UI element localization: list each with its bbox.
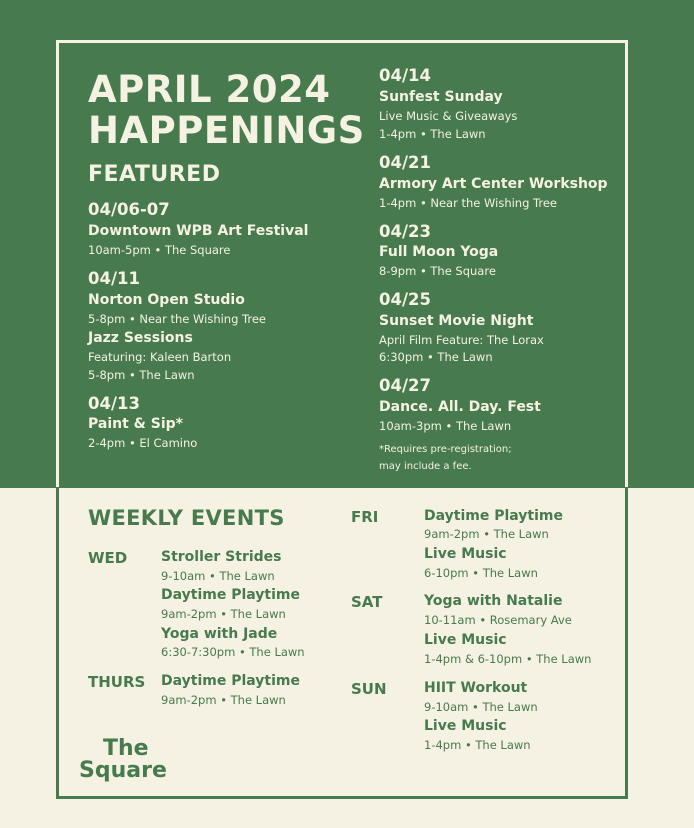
event-details: 1-4pm • Near the Wishing Tree bbox=[379, 196, 558, 210]
weekly-event-details: 1-4pm • The Lawn bbox=[424, 738, 531, 752]
the-square-logo bbox=[79, 738, 167, 782]
weekly-event-name: Daytime Playtime bbox=[161, 587, 300, 603]
weekly-event-name: HIIT Workout bbox=[424, 680, 528, 696]
event-name: Sunfest Sunday bbox=[379, 89, 503, 105]
event-name: Norton Open Studio bbox=[88, 292, 245, 308]
event-name: Jazz Sessions bbox=[88, 330, 193, 346]
weekly-event-name: Daytime Playtime bbox=[161, 673, 300, 689]
event-details: April Film Feature: The Lorax bbox=[379, 333, 544, 347]
logo-line-2: Square bbox=[79, 758, 167, 783]
weekly-event-details: 6:30-7:30pm • The Lawn bbox=[161, 645, 305, 659]
weekly-event-details: 9-10am • The Lawn bbox=[161, 569, 275, 583]
weekly-event-details: 9am-2pm • The Lawn bbox=[161, 607, 286, 621]
event-date: 04/06-07 bbox=[88, 200, 170, 219]
event-date: 04/14 bbox=[379, 66, 431, 85]
weekly-event-details: 1-4pm & 6-10pm • The Lawn bbox=[424, 652, 592, 666]
event-name: Downtown WPB Art Festival bbox=[88, 223, 309, 239]
page-title bbox=[88, 69, 365, 151]
weekly-event-details: 6-10pm • The Lawn bbox=[424, 566, 538, 580]
footnote bbox=[379, 441, 512, 475]
day-label-sun: SUN bbox=[351, 680, 387, 698]
weekly-event-details: 10-11am • Rosemary Ave bbox=[424, 613, 572, 627]
logo-line-1: The bbox=[103, 736, 149, 761]
event-name: Sunset Movie Night bbox=[379, 313, 534, 329]
footnote-line-2: may include a fee. bbox=[379, 461, 472, 472]
event-details: 2-4pm • El Camino bbox=[88, 436, 198, 450]
event-date: 04/21 bbox=[379, 153, 431, 172]
weekly-event-name: Yoga with Natalie bbox=[424, 593, 563, 609]
event-date: 04/11 bbox=[88, 269, 140, 288]
title-line-2: HAPPENINGS bbox=[88, 109, 365, 152]
event-name: Dance. All. Day. Fest bbox=[379, 399, 541, 415]
title-line-1: APRIL 2024 bbox=[88, 68, 331, 111]
weekly-heading: WEEKLY EVENTS bbox=[88, 506, 285, 530]
day-label-sat: SAT bbox=[351, 593, 383, 611]
event-details: 10am-5pm • The Square bbox=[88, 243, 231, 257]
event-date: 04/25 bbox=[379, 290, 431, 309]
day-label-fri: FRI bbox=[351, 508, 379, 526]
weekly-event-details: 9-10am • The Lawn bbox=[424, 700, 538, 714]
event-details: 8-9pm • The Square bbox=[379, 264, 496, 278]
event-details: 10am-3pm • The Lawn bbox=[379, 419, 512, 433]
event-details: 6:30pm • The Lawn bbox=[379, 350, 493, 364]
event-details: 5-8pm • The Lawn bbox=[88, 368, 195, 382]
weekly-event-details: 9am-2pm • The Lawn bbox=[161, 693, 286, 707]
day-label-wed: WED bbox=[88, 549, 128, 567]
event-date: 04/27 bbox=[379, 376, 431, 395]
weekly-event-name: Daytime Playtime bbox=[424, 508, 563, 524]
event-details: Live Music & Giveaways bbox=[379, 109, 518, 123]
event-name: Full Moon Yoga bbox=[379, 244, 499, 260]
weekly-event-name: Live Music bbox=[424, 546, 507, 562]
weekly-event-details: 9am-2pm • The Lawn bbox=[424, 527, 549, 541]
featured-heading: FEATURED bbox=[88, 162, 221, 187]
weekly-event-name: Stroller Strides bbox=[161, 549, 282, 565]
weekly-event-name: Live Music bbox=[424, 632, 507, 648]
event-details: 5-8pm • Near the Wishing Tree bbox=[88, 312, 267, 326]
event-name: Armory Art Center Workshop bbox=[379, 176, 608, 192]
event-name: Paint & Sip* bbox=[88, 416, 183, 432]
weekly-event-name: Live Music bbox=[424, 718, 507, 734]
event-date: 04/13 bbox=[88, 394, 140, 413]
event-details: 1-4pm • The Lawn bbox=[379, 127, 486, 141]
footnote-line-1: *Requires pre-registration; bbox=[379, 444, 512, 455]
event-details: Featuring: Kaleen Barton bbox=[88, 350, 232, 364]
weekly-event-name: Yoga with Jade bbox=[161, 626, 278, 642]
day-label-thurs: THURS bbox=[88, 673, 146, 691]
event-date: 04/23 bbox=[379, 222, 431, 241]
